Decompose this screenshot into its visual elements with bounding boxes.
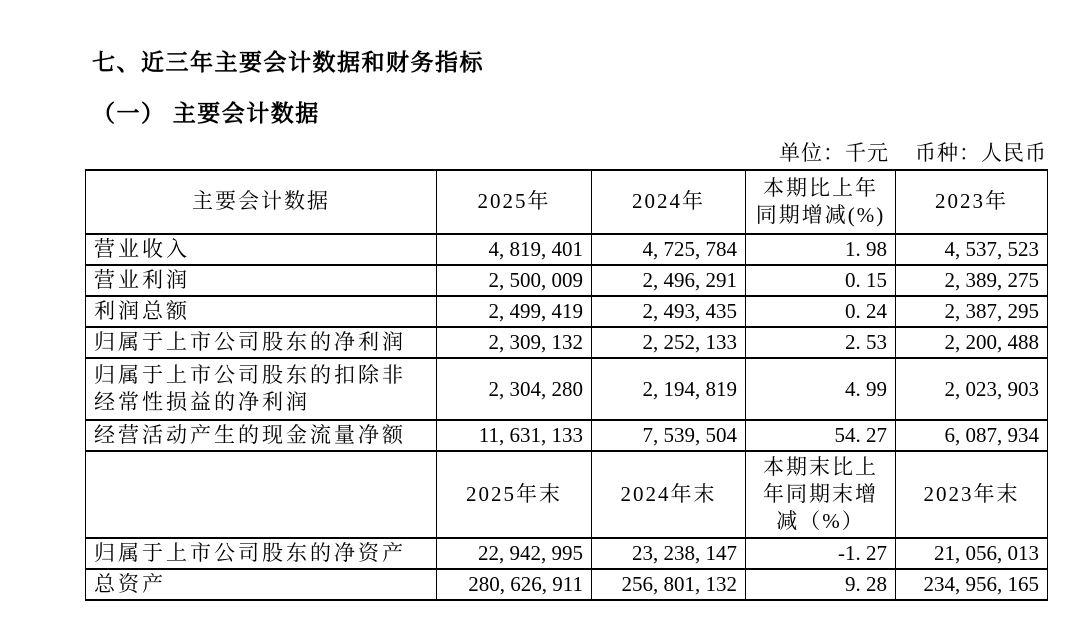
header-end-change-line1: 本期末比上 <box>763 454 878 479</box>
cell-2024: 2, 496, 291 <box>592 265 746 296</box>
header-2023: 2023年 <box>896 170 1048 234</box>
table-row <box>86 358 1048 420</box>
cell-2025: 2, 309, 132 <box>437 327 592 358</box>
header-change-line1: 本期比上年 <box>763 175 878 200</box>
table-row <box>86 569 1048 600</box>
cell-2023: 234, 956, 165 <box>896 569 1048 600</box>
table-header-period <box>86 170 1048 234</box>
cell-2024: 7, 539, 504 <box>592 420 746 451</box>
cell-2025: 4, 819, 401 <box>437 234 592 265</box>
table-row <box>86 234 1048 265</box>
accounting-data-table <box>85 169 1048 601</box>
cell-2024: 4, 725, 784 <box>592 234 746 265</box>
cell-2024: 2, 493, 435 <box>592 296 746 327</box>
table-row <box>86 420 1048 451</box>
unit-currency-line <box>85 137 1047 167</box>
cell-2024: 23, 238, 147 <box>592 538 746 569</box>
header-end-2025: 2025年末 <box>437 451 592 538</box>
table-row <box>86 327 1048 358</box>
cell-change: 54. 27 <box>746 420 896 451</box>
cell-change: 2. 53 <box>746 327 896 358</box>
section-title: 七、近三年主要会计数据和财务指标 <box>92 50 484 75</box>
cell-change: 4. 99 <box>746 358 896 420</box>
cell-change: 0. 24 <box>746 296 896 327</box>
header-end-change-line3: 减（%） <box>776 509 865 534</box>
table-row <box>86 538 1048 569</box>
header-change <box>746 170 896 234</box>
cell-2025: 2, 500, 009 <box>437 265 592 296</box>
cell-2023: 21, 056, 013 <box>896 538 1048 569</box>
row-label: 营业利润 <box>86 265 437 296</box>
cell-2025: 2, 304, 280 <box>437 358 592 420</box>
cell-2023: 4, 537, 523 <box>896 234 1048 265</box>
cell-2023: 2, 387, 295 <box>896 296 1048 327</box>
row-label: 经营活动产生的现金流量净额 <box>86 420 437 451</box>
cell-2023: 2, 023, 903 <box>896 358 1048 420</box>
header-end-2023: 2023年末 <box>896 451 1048 538</box>
cell-change: -1. 27 <box>746 538 896 569</box>
header-end-empty-cell <box>86 451 437 538</box>
row-label: 营业收入 <box>86 234 437 265</box>
cell-change: 9. 28 <box>746 569 896 600</box>
unit-label: 单位：千元 <box>779 141 889 165</box>
cell-2023: 2, 200, 488 <box>896 327 1048 358</box>
cell-change: 1. 98 <box>746 234 896 265</box>
cell-2023: 6, 087, 934 <box>896 420 1048 451</box>
header-end-2024: 2024年末 <box>592 451 746 538</box>
header-2024: 2024年 <box>592 170 746 234</box>
subsection-title: （一） 主要会计数据 <box>92 101 320 126</box>
row-label: 总资产 <box>86 569 437 600</box>
cell-2025: 11, 631, 133 <box>437 420 592 451</box>
cell-2024: 256, 801, 132 <box>592 569 746 600</box>
row-label: 归属于上市公司股东的净利润 <box>86 327 437 358</box>
cell-2025: 22, 942, 995 <box>437 538 592 569</box>
table-header-period-end <box>86 451 1048 538</box>
header-change-line2: 同期增减(%) <box>755 203 886 227</box>
cell-2024: 2, 194, 819 <box>592 358 746 420</box>
row-label: 利润总额 <box>86 296 437 327</box>
cell-change: 0. 15 <box>746 265 896 296</box>
currency-label: 币种：人民币 <box>915 141 1047 165</box>
table-row <box>86 296 1048 327</box>
row-label: 归属于上市公司股东的扣除非经常性损益的净利润 <box>86 358 437 420</box>
cell-2024: 2, 252, 133 <box>592 327 746 358</box>
row-label: 归属于上市公司股东的净资产 <box>86 538 437 569</box>
cell-2025: 280, 626, 911 <box>437 569 592 600</box>
table-row <box>86 265 1048 296</box>
cell-2023: 2, 389, 275 <box>896 265 1048 296</box>
header-2025: 2025年 <box>437 170 592 234</box>
cell-2025: 2, 499, 419 <box>437 296 592 327</box>
header-end-change-line2: 年同期末增 <box>763 481 878 506</box>
header-end-change <box>746 451 896 538</box>
header-metric: 主要会计数据 <box>86 170 437 234</box>
